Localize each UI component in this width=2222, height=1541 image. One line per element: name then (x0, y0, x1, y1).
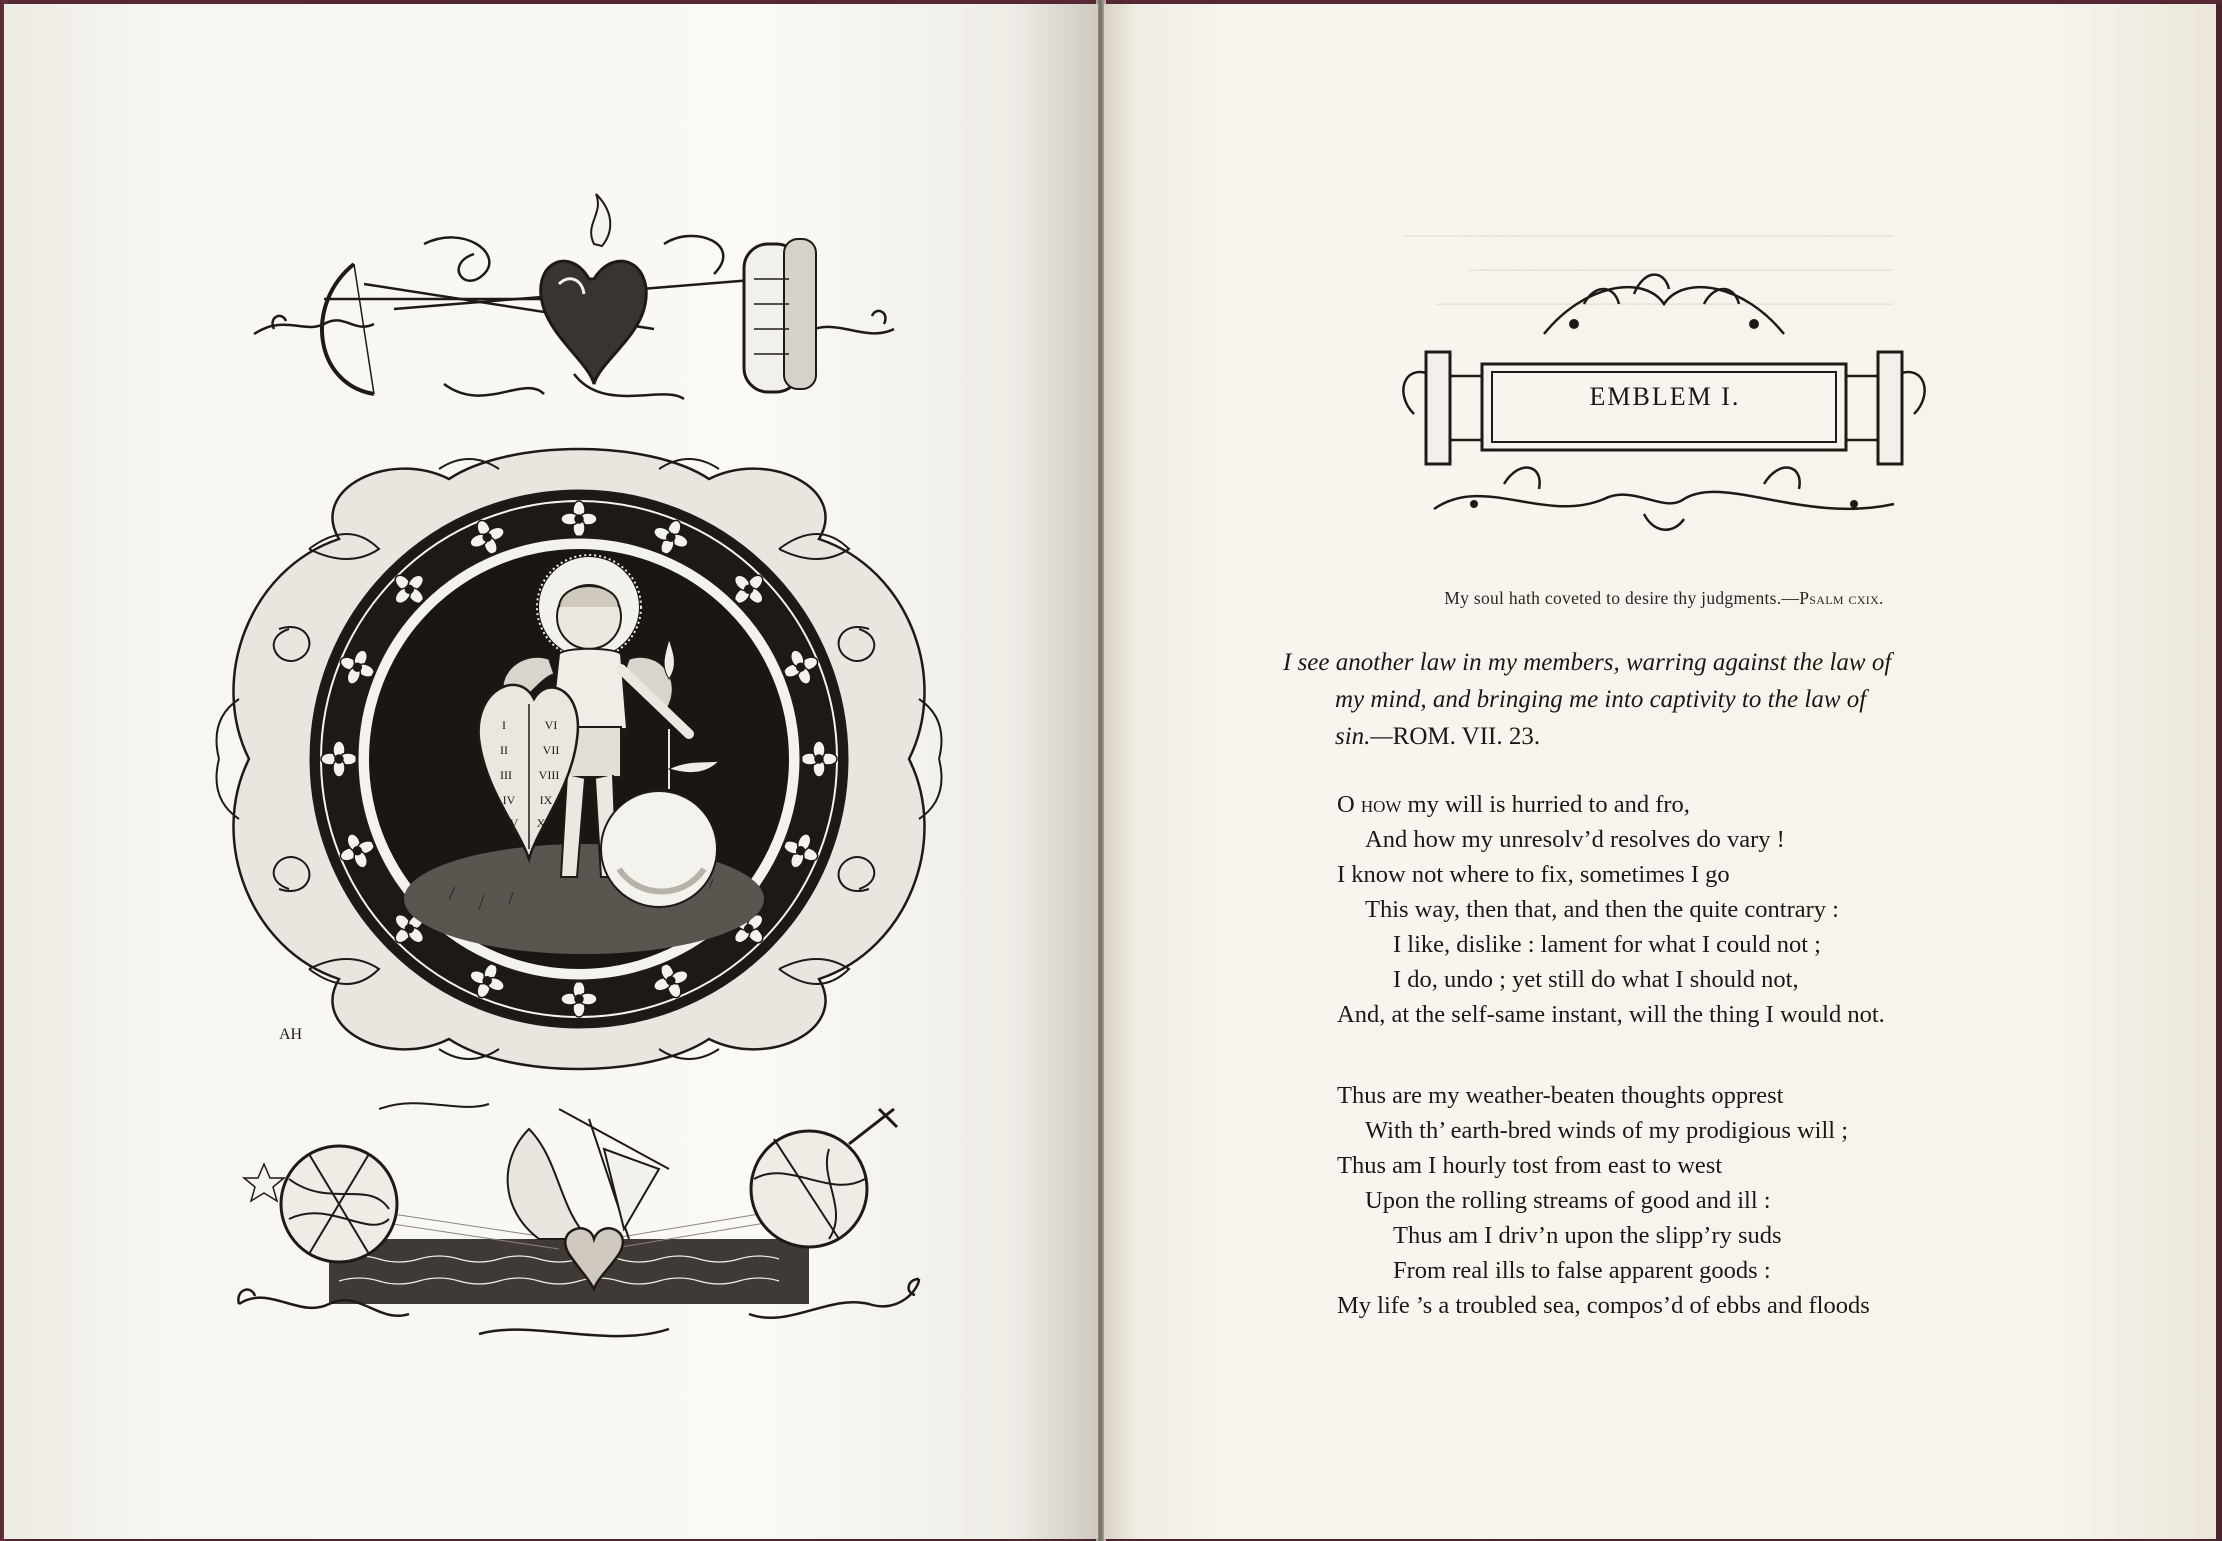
bleed-through-texture: ────────────────────────────── ────────────────────────── ──────────────────────────── (1404, 223, 1893, 316)
rosette-center (797, 847, 805, 855)
motto-line: my mind, and bringing me into captivity to the law of (1335, 686, 1867, 713)
tablet-numeral: III (500, 768, 512, 782)
motto-line: sin.— (1335, 723, 1393, 750)
tablet-numeral: VI (544, 718, 558, 732)
verse-line: I like, dislike : lament for what I could not ; (1393, 931, 1821, 958)
verse-line: And, at the self-same instant, will the thing I would not. (1337, 1001, 1885, 1028)
rosette-center (353, 847, 361, 855)
rosette-center (745, 585, 753, 593)
rosette-center (353, 663, 361, 671)
rosette-center (667, 533, 675, 541)
rosette-center (483, 977, 491, 985)
tablet-numeral: IX (539, 793, 553, 807)
rosette-center (667, 977, 675, 985)
left-page (4, 4, 1098, 1539)
tablet-numeral: X (536, 816, 546, 830)
emblem-title: EMBLEM I. (1589, 382, 1741, 411)
epigraph-text: My soul hath coveted to desire thy judgments.— (1444, 588, 1800, 608)
rosette-center (797, 663, 805, 671)
verse-line: From real ills to false apparent goods : (1393, 1257, 1771, 1284)
tablet-numeral: V (509, 816, 519, 830)
epigraph-source: Psalm cxix. (1799, 588, 1884, 608)
verse-line-rest: my will is hurried to and fro, (1401, 791, 1690, 818)
stanza-1 (1337, 787, 2157, 1032)
verse-line: This way, then that, and then the quite contrary : (1365, 896, 1839, 923)
verse-line: I do, undo ; yet still do what I should not, (1393, 966, 1799, 993)
rosette-center (405, 925, 413, 933)
verse-line: And how my unresolv’d resolves do vary ! (1365, 826, 1785, 853)
motto-reference: ROM. VII. 23. (1392, 723, 1541, 750)
motto-quotation (1283, 644, 2143, 755)
rosette-center (405, 585, 413, 593)
right-page (1104, 4, 2216, 1539)
tablet-numeral: VIII (538, 768, 560, 782)
tablet-numeral: VII (542, 743, 560, 757)
motto-line: I see another law in my members, warring against the law of (1283, 649, 1892, 676)
rosette-center (483, 533, 491, 541)
stanza-2 (1337, 1078, 2157, 1323)
top-ornament-heart-arrows (244, 184, 924, 424)
verse-line: I know not where to fix, sometimes I go (1337, 861, 1730, 888)
motto-line-last (1283, 718, 2143, 755)
rosette-center (815, 755, 823, 763)
verse-line: Thus am I hourly tost from east to west (1337, 1152, 1723, 1179)
central-roundel-illustration (189, 429, 969, 1089)
verse-line: Thus am I driv’n upon the slipp’ry suds (1393, 1222, 1782, 1249)
epigraph (1354, 588, 1974, 609)
rosette-center (745, 925, 753, 933)
verse-first-word: O how (1337, 791, 1402, 818)
tablet-numeral: I (502, 718, 506, 732)
bottom-ornament-ship-globes (229, 1089, 929, 1359)
verse-line: My life ’s a troubled sea, compos’d of ebbs and floods (1337, 1292, 1870, 1319)
rosette-center (335, 755, 343, 763)
verse-line (1337, 787, 2157, 822)
rosette-center (575, 515, 583, 523)
verse-line: Thus are my weather-beaten thoughts opprest (1337, 1082, 1784, 1109)
tablet-numeral: IV (502, 793, 516, 807)
rosette-center (575, 995, 583, 1003)
verse-line: With th’ earth-bred winds of my prodigious will ; (1365, 1117, 1849, 1144)
artist-monogram: AH (279, 1026, 303, 1043)
tablet-numeral: II (500, 743, 508, 757)
verse-line: Upon the rolling streams of good and ill : (1365, 1187, 1771, 1214)
